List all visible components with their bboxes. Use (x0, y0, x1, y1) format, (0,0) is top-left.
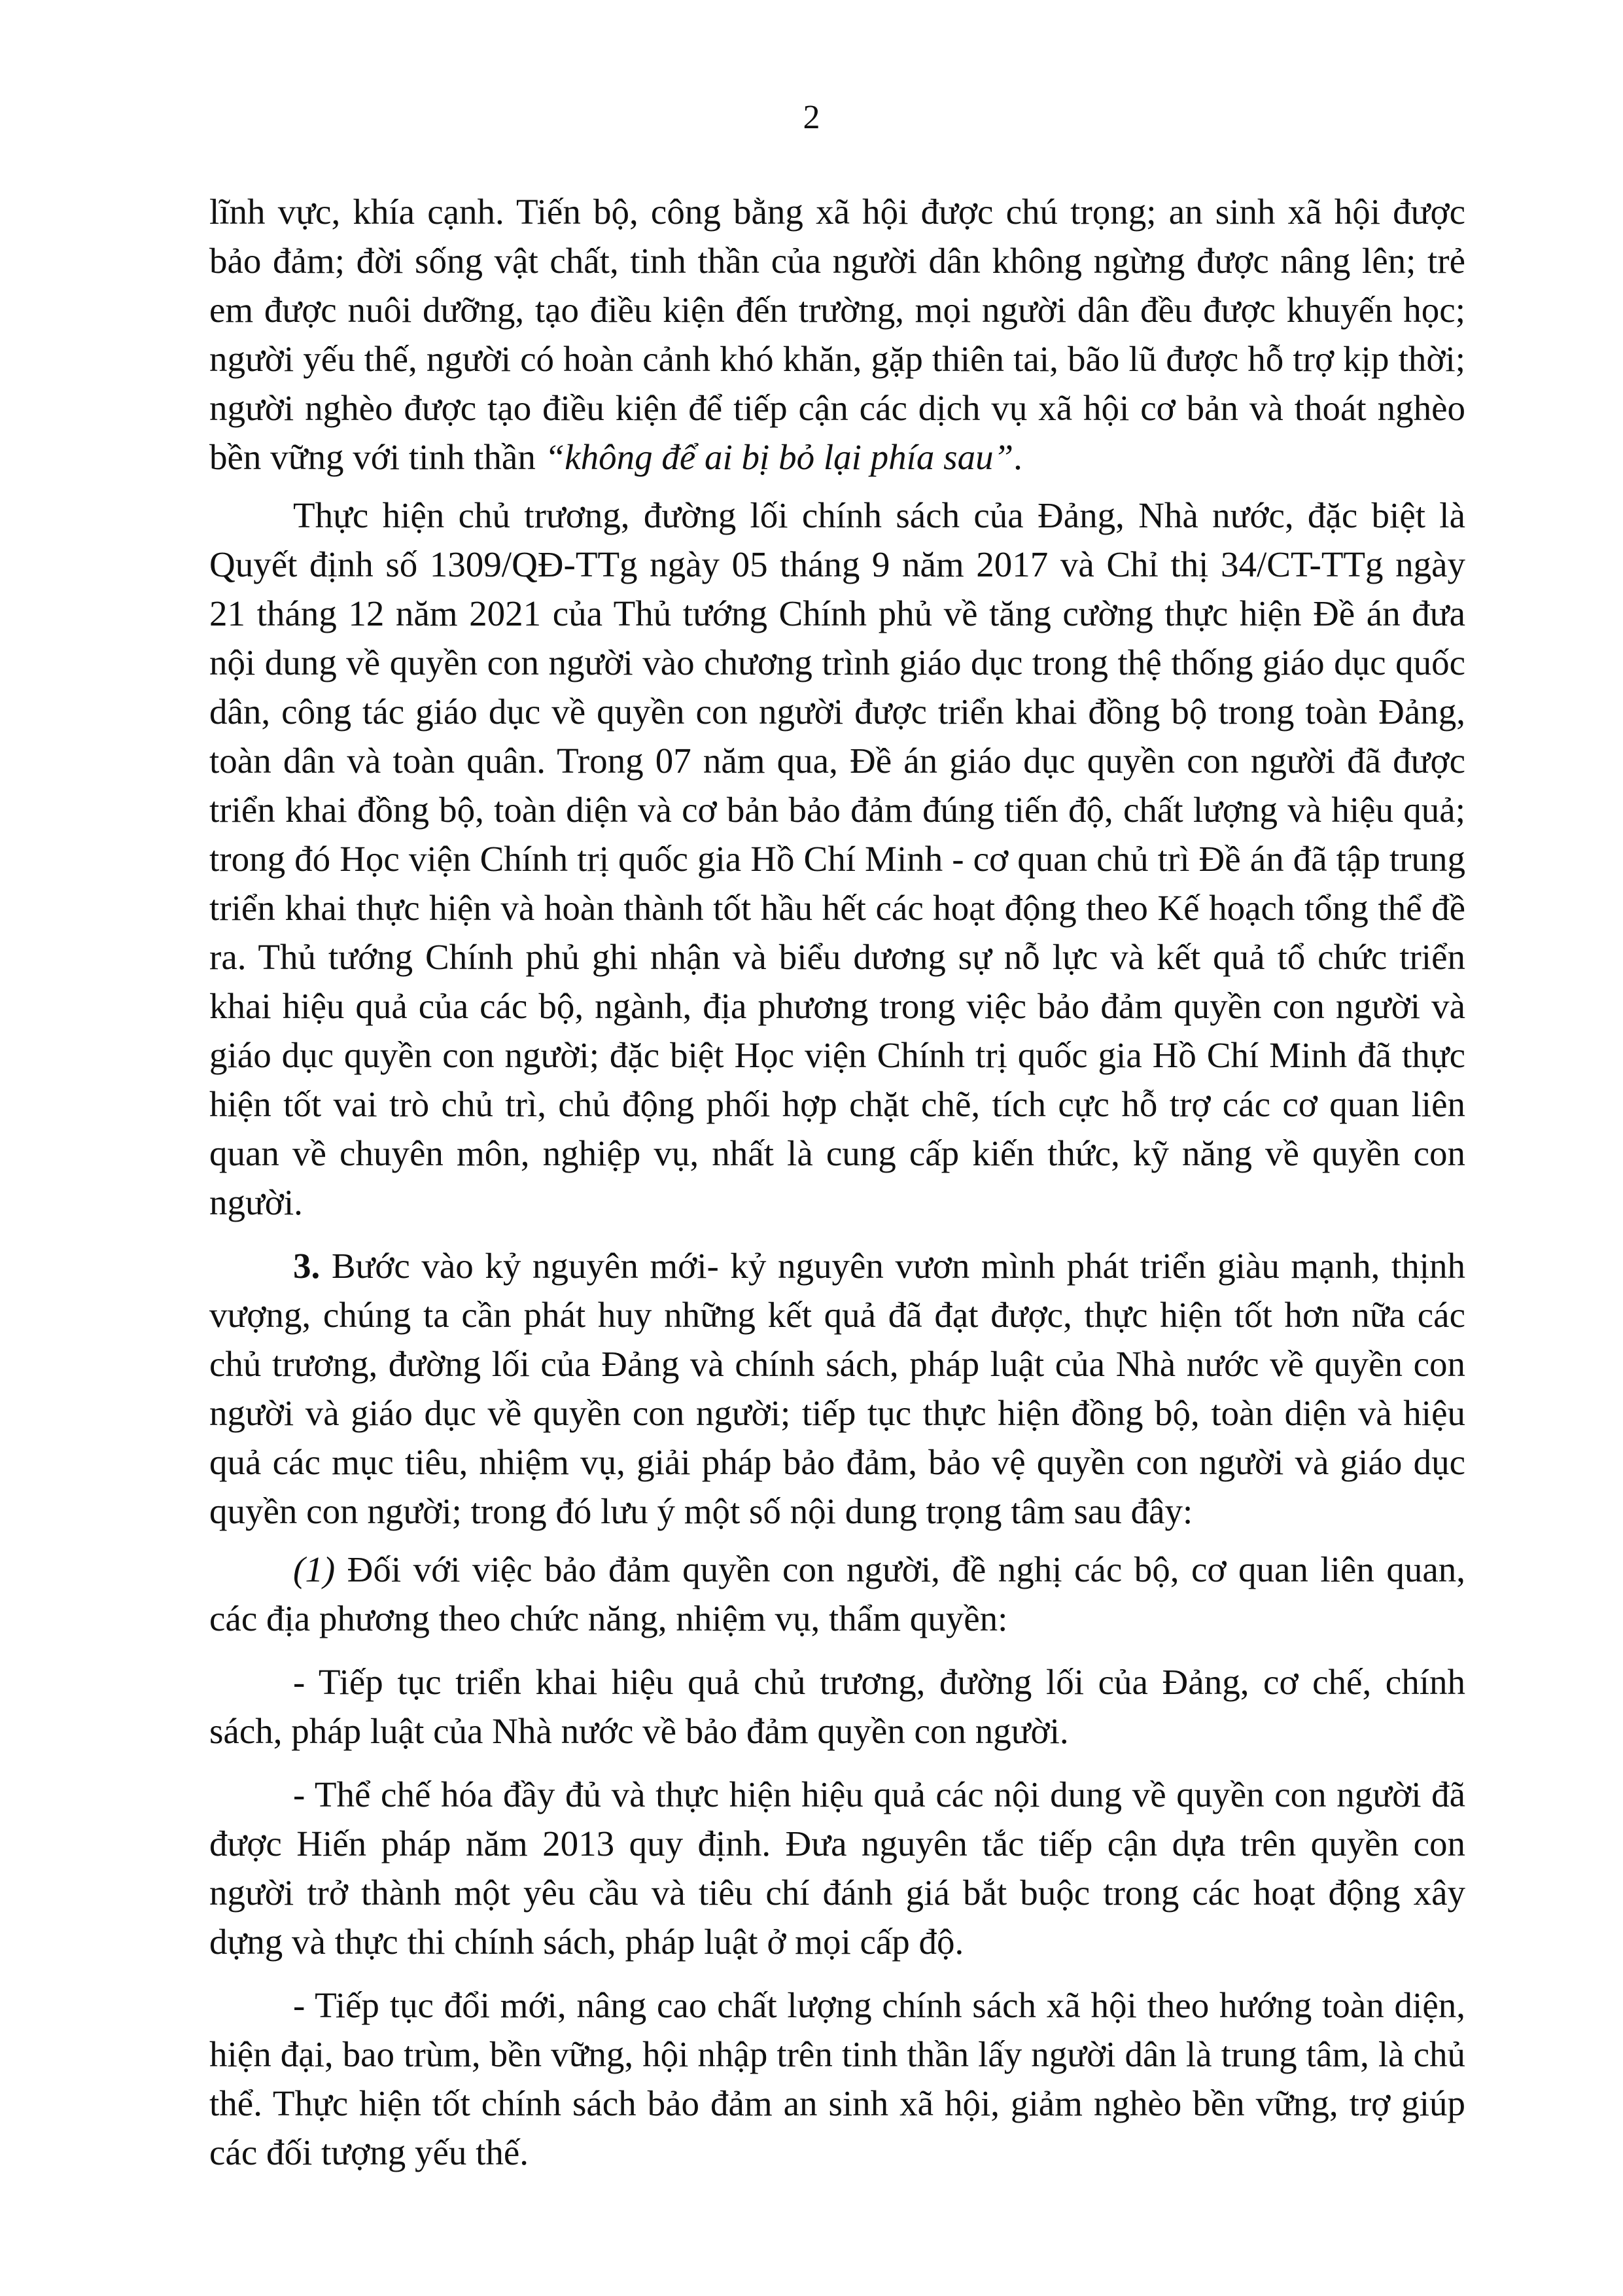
paragraph-section-3 (209, 1241, 1465, 1536)
paragraph-item-1 (209, 1545, 1465, 1643)
bullet-item: - Tiếp tục triển khai hiệu quả chủ trương, đường lối của Đảng, cơ chế, chính sách, pháp luật của Nhà nước về bảo đảm quyền con người. (209, 1662, 1465, 1751)
item-marker: (1) (293, 1549, 336, 1589)
italic-quote: “không để ai bị bỏ lại phía sau” (544, 437, 1014, 477)
item-1-text: Đối với việc bảo đảm quyền con người, đề nghị các bộ, cơ quan liên quan, các địa phương theo chức năng, nhiệm vụ, thẩm quyền: (209, 1549, 1465, 1638)
page-number: 2 (803, 99, 820, 136)
paragraph-continuation-text: lĩnh vực, khía cạnh. Tiến bộ, công bằng xã hội được chú trọng; an sinh xã hội được bảo đảm; đời sống vật chất, tinh thần của người dân không ngừng được nâng lên; trẻ em được nuôi dưỡng, tạo điều kiện đến trường, mọi người dân đều được khuyến học; người yếu thế, người có hoàn cảnh khó khăn, gặp thiên tai, bão lũ được hỗ trợ kịp thời; người nghèo được tạo điều kiện để tiếp cận các dịch vụ xã hội cơ bản và thoát nghèo bền vững với tinh thần (209, 192, 1465, 477)
paragraph-implementation: Thực hiện chủ trương, đường lối chính sách của Đảng, Nhà nước, đặc biệt là Quyết định số 1309/QĐ-TTg ngày 05 tháng 9 năm 2017 và Chỉ thị 34/CT-TTg ngày 21 tháng 12 năm 2021 của Thủ tướng Chính phủ về tăng cường thực hiện Đề án đưa nội dung về quyền con người vào chương trình giáo dục trong thệ thống giáo dục quốc dân, công tác giáo dục về quyền con người được triển khai đồng bộ trong toàn Đảng, toàn dân và toàn quân. Trong 07 năm qua, Đề án giáo dục quyền con người đã được triển khai đồng bộ, toàn diện và cơ bản bảo đảm đúng tiến độ, chất lượng và hiệu quả; trong đó Học viện Chính trị quốc gia Hồ Chí Minh - cơ quan chủ trì Đề án đã tập trung triển khai thực hiện và hoàn thành tốt hầu hết các hoạt động theo Kế hoạch tổng thể đề ra. Thủ tướng Chính phủ ghi nhận và biểu dương sự nỗ lực và kết quả tổ chức triển khai hiệu quả của các bộ, ngành, địa phương trong việc bảo đảm quyền con người và giáo dục quyền con người; đặc biệt Học viện Chính trị quốc gia Hồ Chí Minh đã thực hiện tốt vai trò chủ trì, chủ động phối hợp chặt chẽ, tích cực hỗ trợ các cơ quan liên quan về chuyên môn, nghiệp vụ, nhất là cung cấp kiến thức, kỹ năng về quyền con người. (209, 495, 1465, 1222)
section-3-text: Bước vào kỷ nguyên mới- kỷ nguyên vươn mình phát triển giàu mạnh, thịnh vượng, chúng ta cần phát huy những kết quả đã đạt được, thực hiện tốt hơn nữa các chủ trương, đường lối của Đảng và chính sách, pháp luật của Nhà nước về quyền con người và giáo dục về quyền con người; tiếp tục thực hiện đồng bộ, toàn diện và hiệu quả các mục tiêu, nhiệm vụ, giải pháp bảo đảm, bảo vệ quyền con người và giáo dục quyền con người; trong đó lưu ý một số nội dung trọng tâm sau đây: (209, 1246, 1465, 1531)
paragraph-continuation-end: . (1013, 437, 1022, 477)
section-number: 3. (293, 1246, 321, 1286)
bullet-item: - Tiếp tục đổi mới, nâng cao chất lượng chính sách xã hội theo hướng toàn diện, hiện đại, bao trùm, bền vững, hội nhập trên tinh thần lấy người dân là trung tâm, là chủ thể. Thực hiện tốt chính sách bảo đảm an sinh xã hội, giảm nghèo bền vững, trợ giúp các đối tượng yếu thế. (209, 1985, 1465, 2172)
paragraph-continuation (209, 187, 1465, 482)
document-body (209, 187, 1465, 2186)
bullet-item: - Thể chế hóa đầy đủ và thực hiện hiệu quả các nội dung về quyền con người đã được Hiến pháp năm 2013 quy định. Đưa nguyên tắc tiếp cận dựa trên quyền con người trở thành một yêu cầu và tiêu chí đánh giá bắt buộc trong các hoạt động xây dựng và thực thi chính sách, pháp luật ở mọi cấp độ. (209, 1775, 1465, 1962)
